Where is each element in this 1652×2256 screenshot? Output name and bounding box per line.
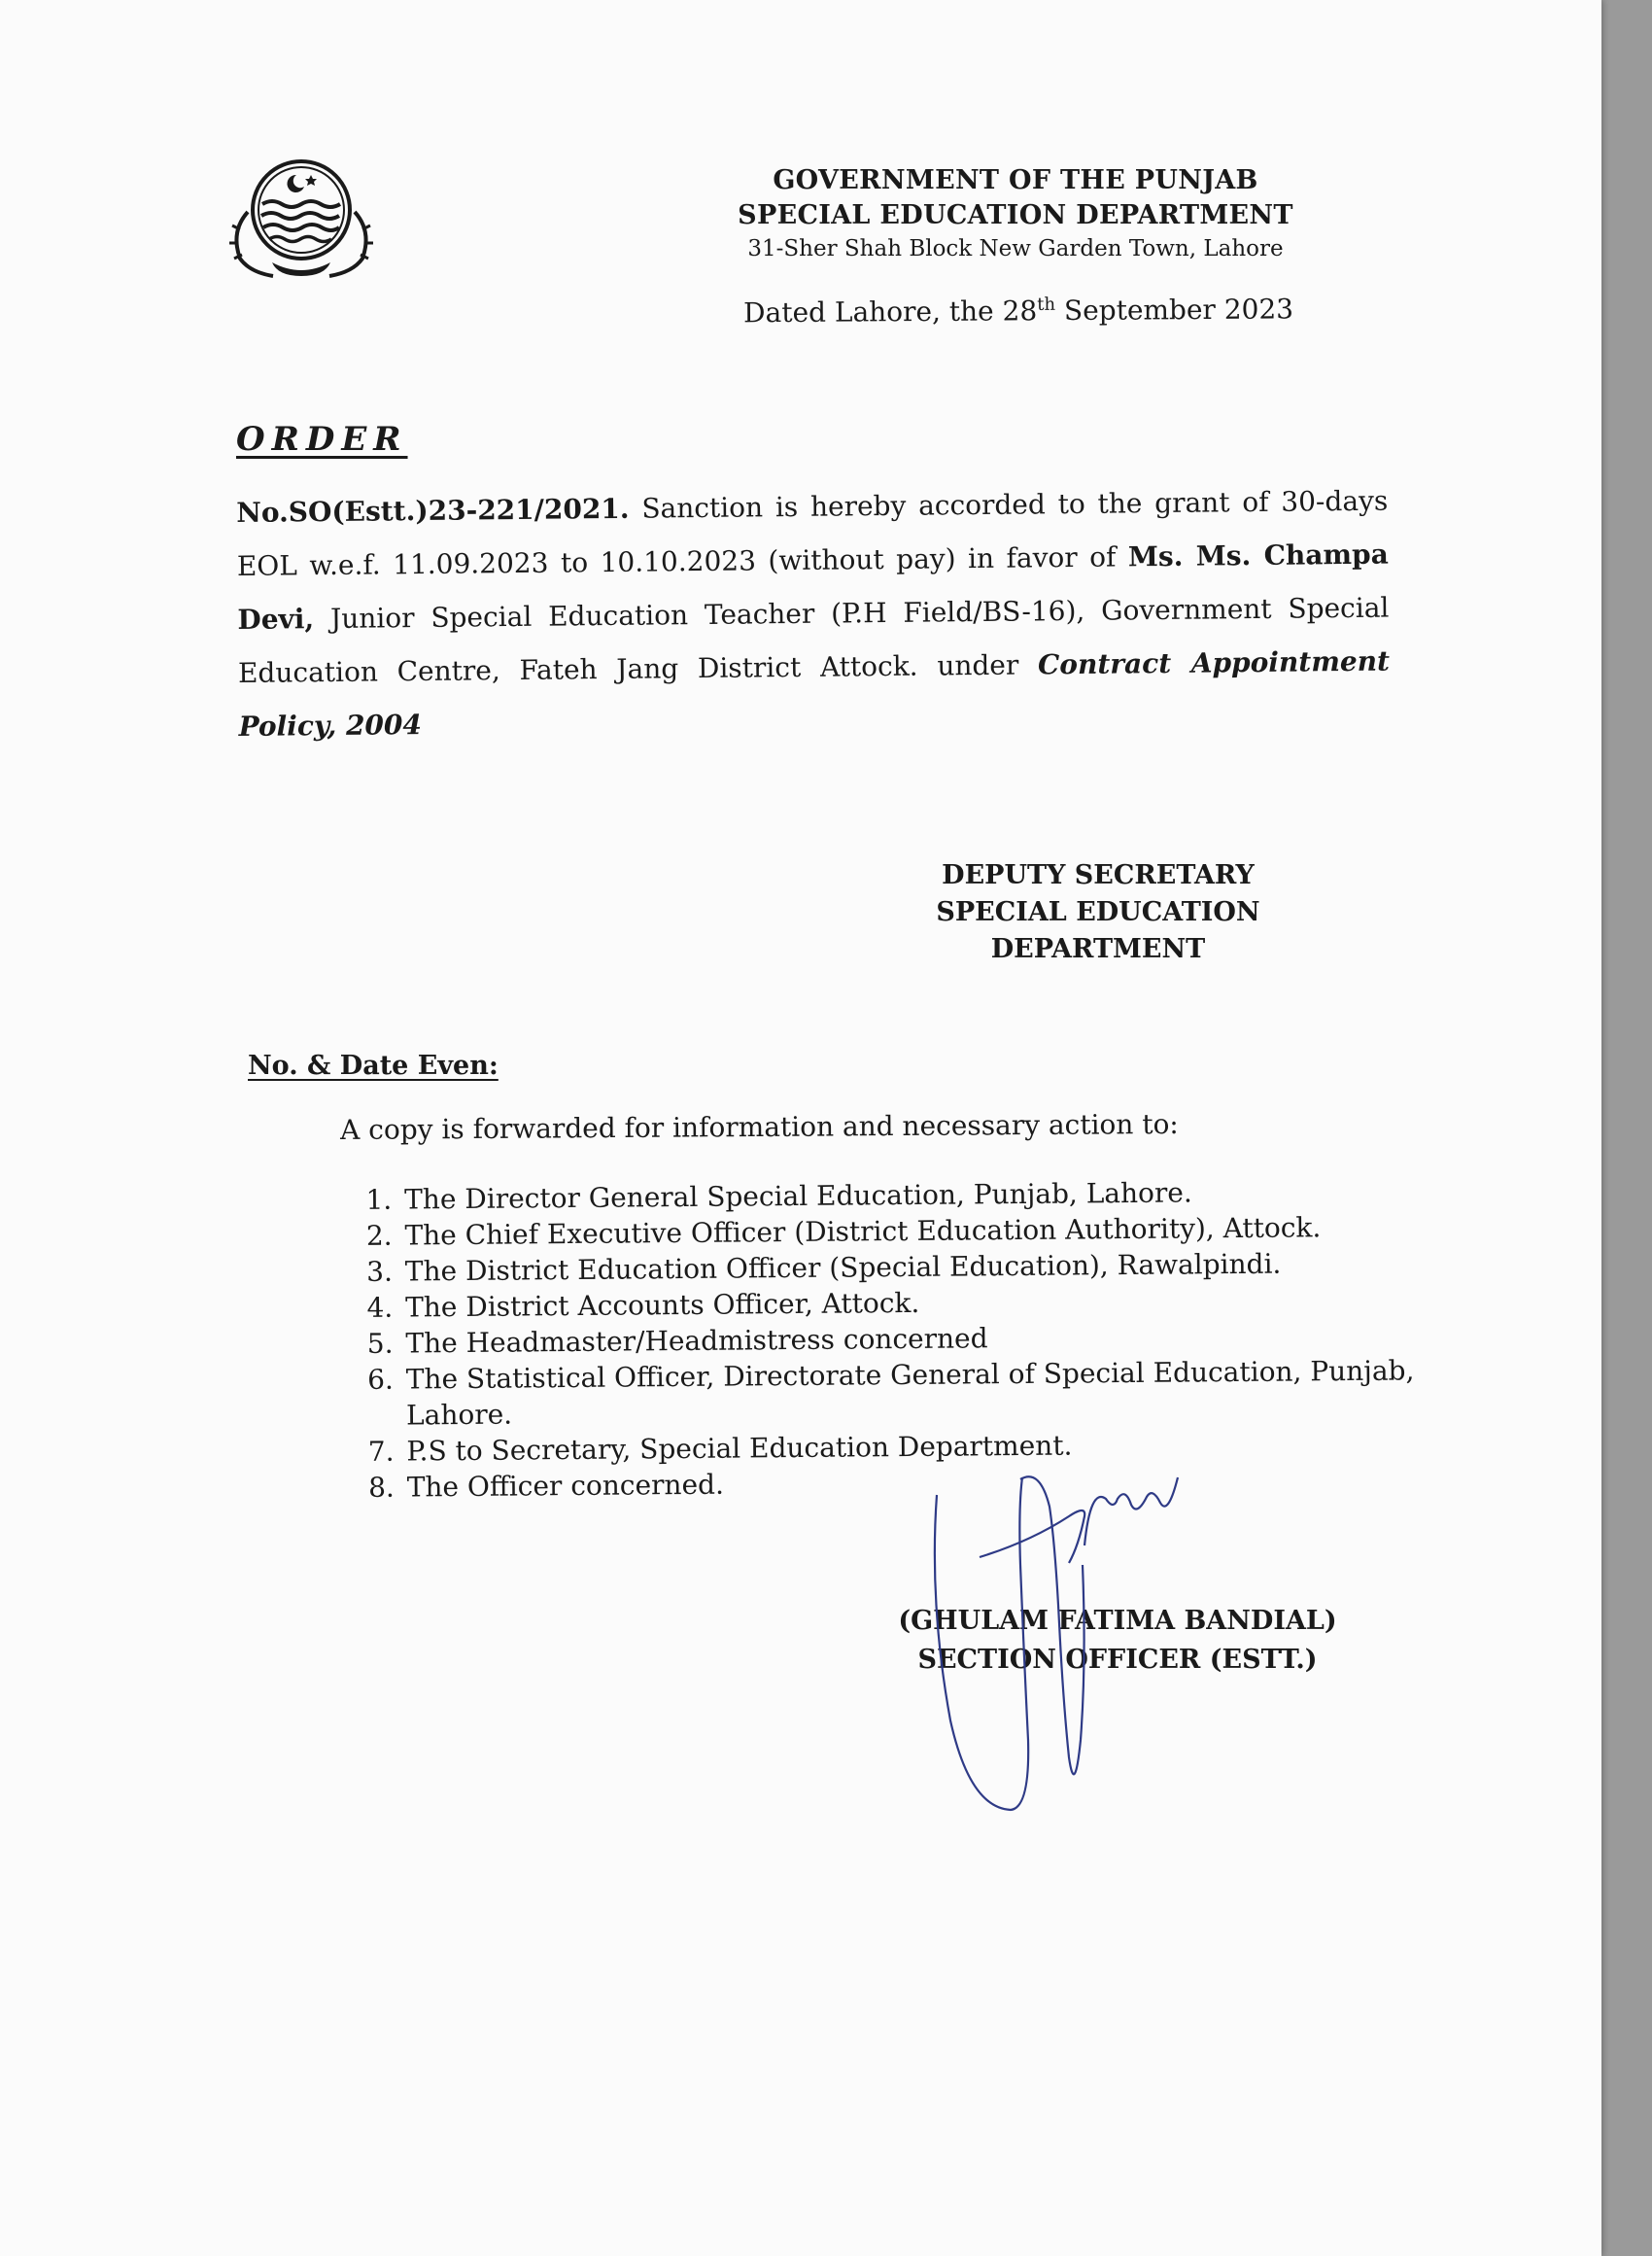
letterhead-department: SPECIAL EDUCATION DEPARTMENT bbox=[738, 200, 1293, 230]
dated-prefix: Dated Lahore, the 28 bbox=[743, 295, 1038, 330]
list-item: 4. The District Accounts Officer, Attock. bbox=[401, 1280, 1490, 1326]
policy-reference: Contract Appointment Policy, 2004 bbox=[238, 644, 1391, 743]
deputy-line-3: DEPARTMENT bbox=[990, 934, 1206, 964]
list-item: 5. The Headmaster/Headmistress concerned bbox=[401, 1316, 1490, 1362]
deputy-secretary-block bbox=[904, 857, 1292, 968]
list-item: 1. The Director General Special Education, Punjab, Lahore. bbox=[400, 1172, 1489, 1218]
order-text-1: Sanction is hereby accorded to the grant of 30-days EOL w.e.f. 11.09.2023 to 10.10.2023 (without pay) in favor of bbox=[236, 484, 1389, 582]
recipient-list bbox=[350, 1172, 1492, 1506]
list-item: 7. P.S to Secretary, Special Education Department. bbox=[402, 1424, 1491, 1470]
list-item: 6. The Statistical Officer, Directorate General of Special Education, Punjab, Lahore. bbox=[402, 1352, 1492, 1434]
punjab-emblem-icon bbox=[219, 154, 384, 286]
letterhead-address: 31-Sher Shah Block New Garden Town, Lahore bbox=[747, 236, 1284, 261]
letterhead bbox=[700, 163, 1331, 264]
deputy-line-2: SPECIAL EDUCATION bbox=[936, 897, 1260, 927]
signatory-name: (GHULAM FATIMA BANDIAL) bbox=[898, 1606, 1337, 1636]
order-title: ORDER bbox=[236, 420, 408, 459]
letterhead-government: GOVERNMENT OF THE PUNJAB bbox=[773, 165, 1258, 195]
employee-name: Ms. Ms. Champa Devi, bbox=[237, 538, 1389, 636]
order-number: No.SO(Estt.)23-221/2021. bbox=[236, 492, 630, 529]
list-item: 8. The Officer concerned. bbox=[403, 1460, 1492, 1506]
copy-intro: A copy is forwarded for information and necessary action to: bbox=[340, 1107, 1179, 1146]
signatory-title: SECTION OFFICER (ESTT.) bbox=[917, 1645, 1318, 1675]
order-body bbox=[236, 474, 1391, 753]
deputy-line-1: DEPUTY SECRETARY bbox=[942, 860, 1255, 890]
order-text-2: Junior Special Education Teacher (P.H Field/BS-16), Government Special Education Centre, Fateh Jang District Attock. under bbox=[237, 591, 1390, 689]
dated-rest: September 2023 bbox=[1054, 293, 1294, 328]
list-item: 3. The District Education Officer (Special Education), Rawalpindi. bbox=[401, 1244, 1490, 1290]
dated-line bbox=[743, 293, 1293, 329]
list-item: 2. The Chief Executive Officer (District Education Authority), Attock. bbox=[400, 1208, 1489, 1254]
handwritten-signature bbox=[923, 1448, 1215, 1818]
dated-suffix: th bbox=[1037, 294, 1056, 315]
copy-heading: No. & Date Even: bbox=[248, 1051, 499, 1081]
